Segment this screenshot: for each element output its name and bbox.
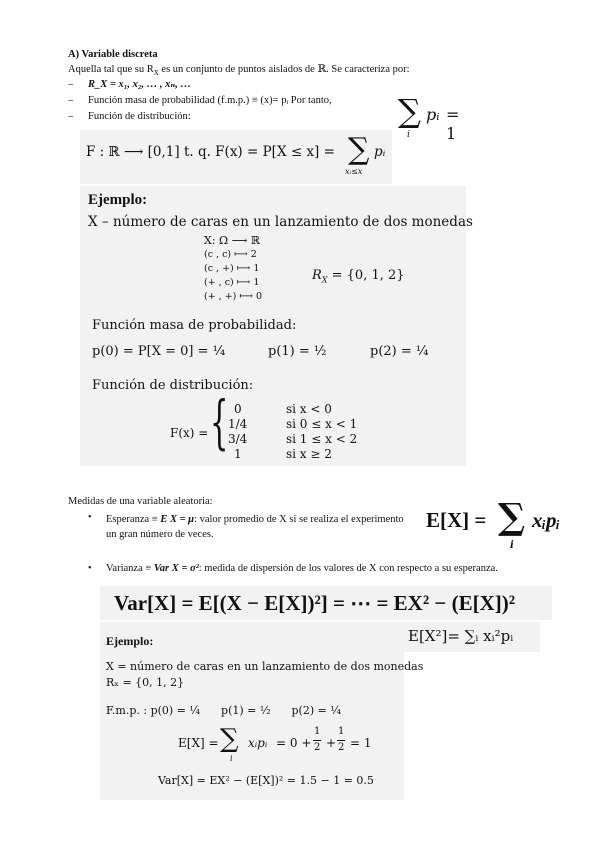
map-row: (c , c) ⟼ 2 [204,249,257,260]
measures-title: Medidas de una variable aleatoria: [68,496,213,507]
fmp-value-1: p(1) = ¹⁄₂ [268,344,327,359]
map-row: (+ , c) ⟼ 1 [204,277,260,288]
map-row: (+ , +) ⟼ 0 [204,291,263,302]
range-set [312,268,405,285]
example2-title: Ejemplo: [106,634,154,648]
sum-index: i [510,540,514,551]
var-formula-box [100,586,552,620]
esperanza-symbol: E X = μ [160,514,195,525]
cdf-cond-2: si 1 ≤ x < 2 [286,432,358,446]
ex-rest: = 0 + [276,736,312,750]
example2-expectation [178,722,378,762]
bullet-icon: • [88,563,92,574]
example1-box [80,186,473,466]
varianza-text [106,563,498,575]
eq-one: = 1 [350,736,372,750]
esperanza-formula [426,498,576,554]
cdf-lhs: F(x) = [170,426,209,440]
sigma-icon: ∑ [398,92,421,130]
intro-start: Aquella tal que su R [68,64,154,75]
esperanza-desc: : valor promedio de X si se realiza el experimento un gran número de veces. [106,514,404,540]
cdf-cond-3: si x ≥ 2 [286,447,332,461]
intro-text [68,64,410,79]
eq-one: = 1 [446,105,460,143]
half-den: 2 [314,742,321,753]
bullet-fmp-rest: )= pᵢ Por tanto, [269,95,332,106]
ex2-formula: E[X²]= ∑ᵢ xᵢ²pᵢ [408,627,514,645]
cdf-definition-box [80,130,392,184]
example2-desc: X = número de caras en un lanzamiento de dos monedas [106,660,424,673]
example2-fmp: F.m.p. : p(0) = ¹⁄₄ p(1) = ¹⁄₂ p(2) = ¹⁄₄ [106,704,342,717]
intro-rest: es un conjunto de puntos aislados de ℝ. Se caracteriza por: [158,64,410,75]
ex2-box [404,622,540,652]
fmp-value-0: p(0) = P[X = 0] = ¹⁄₄ [92,344,226,359]
example1-title: Ejemplo: [88,192,148,208]
ex-lhs: E[X] = [178,736,219,750]
var-formula: Var[X] = E[(X − E[X])²] = ⋯ = EX² − (E[X])² [114,591,516,615]
sigma-icon: ∑ [220,724,239,754]
range-symbol: R [312,268,322,283]
dash-icon: – [68,111,74,122]
brace-icon: { [210,388,229,456]
bullet-range: R_X = x₁, x₂, … , xₙ, … [88,79,191,90]
bullet-fmp-start: Función masa de probabilidad (f.m.p.) ≡ (x [88,95,270,106]
range-values: = {0, 1, 2} [327,268,405,283]
cdf-sum-term: pᵢ [374,144,386,160]
half-num: 1 [314,726,321,737]
map-row: (c , +) ⟼ 1 [204,263,260,274]
plus-sign: + [326,736,337,750]
varianza-label: Varianza ≡ [106,563,154,574]
map-rows [204,248,262,304]
pi-term: pᵢ [426,105,440,124]
sum-index: i [230,754,233,763]
sigma-icon: ∑ [348,132,370,167]
range-sub: X [321,275,328,285]
cdf-definition: F : ℝ ⟶ [0,1] t. q. F(x) = P[X ≤ x] = [86,144,335,160]
intro-sub: X [153,69,159,78]
half-den-2: 2 [338,742,345,753]
section-heading: A) Variable discreta [68,49,158,60]
ex-term: xᵢpᵢ [248,736,268,750]
esperanza-lhs: E[X] = [426,508,487,532]
sigma-icon: ∑ [498,496,526,538]
sum-index: i [407,130,410,140]
bullet-icon: • [88,512,92,523]
fmp-value-2: p(2) = ¹⁄₄ [370,344,429,359]
cdf-value-2: 3/4 [228,432,248,446]
example2-var: Var[X] = EX² − (E[X])² = 1.5 − 1 = 0.5 [158,774,374,787]
cdf-cond-0: si x < 0 [286,402,332,416]
dash-icon: – [68,95,74,106]
cdf-value-1: 1/4 [228,417,248,431]
example2-range: Rₓ = {0, 1, 2} [106,676,185,689]
example2-box [100,622,424,800]
fraction-bar [337,740,345,741]
esperanza-text [106,512,406,542]
bullet-fmp [88,95,332,107]
varianza-desc: : medida de dispersión de los valores de X con respecto a su esperanza. [198,563,498,574]
fraction-bar [313,740,321,741]
cdf-cond-1: si 0 ≤ x < 1 [286,417,358,431]
cdf-sum-sub: xᵢ≤x [345,167,363,176]
fmp-label: Función masa de probabilidad: [92,318,297,333]
bullet-cdf: Función de distribución: [88,111,191,122]
cdf-value-3: 1 [234,447,242,461]
dash-icon: – [68,79,74,90]
cdf-label: Función de distribución: [92,378,254,393]
varianza-symbol: Var X = σ² [153,563,199,574]
example1-desc: X – número de caras en un lanzamiento de dos monedas [88,214,473,230]
half-num-2: 1 [338,726,345,737]
esperanza-term: xᵢpᵢ [532,508,561,532]
map-title: X: Ω ⟶ ℝ [204,234,261,247]
cdf-value-0: 0 [234,402,242,416]
esperanza-label: Esperanza ≡ [106,514,161,525]
